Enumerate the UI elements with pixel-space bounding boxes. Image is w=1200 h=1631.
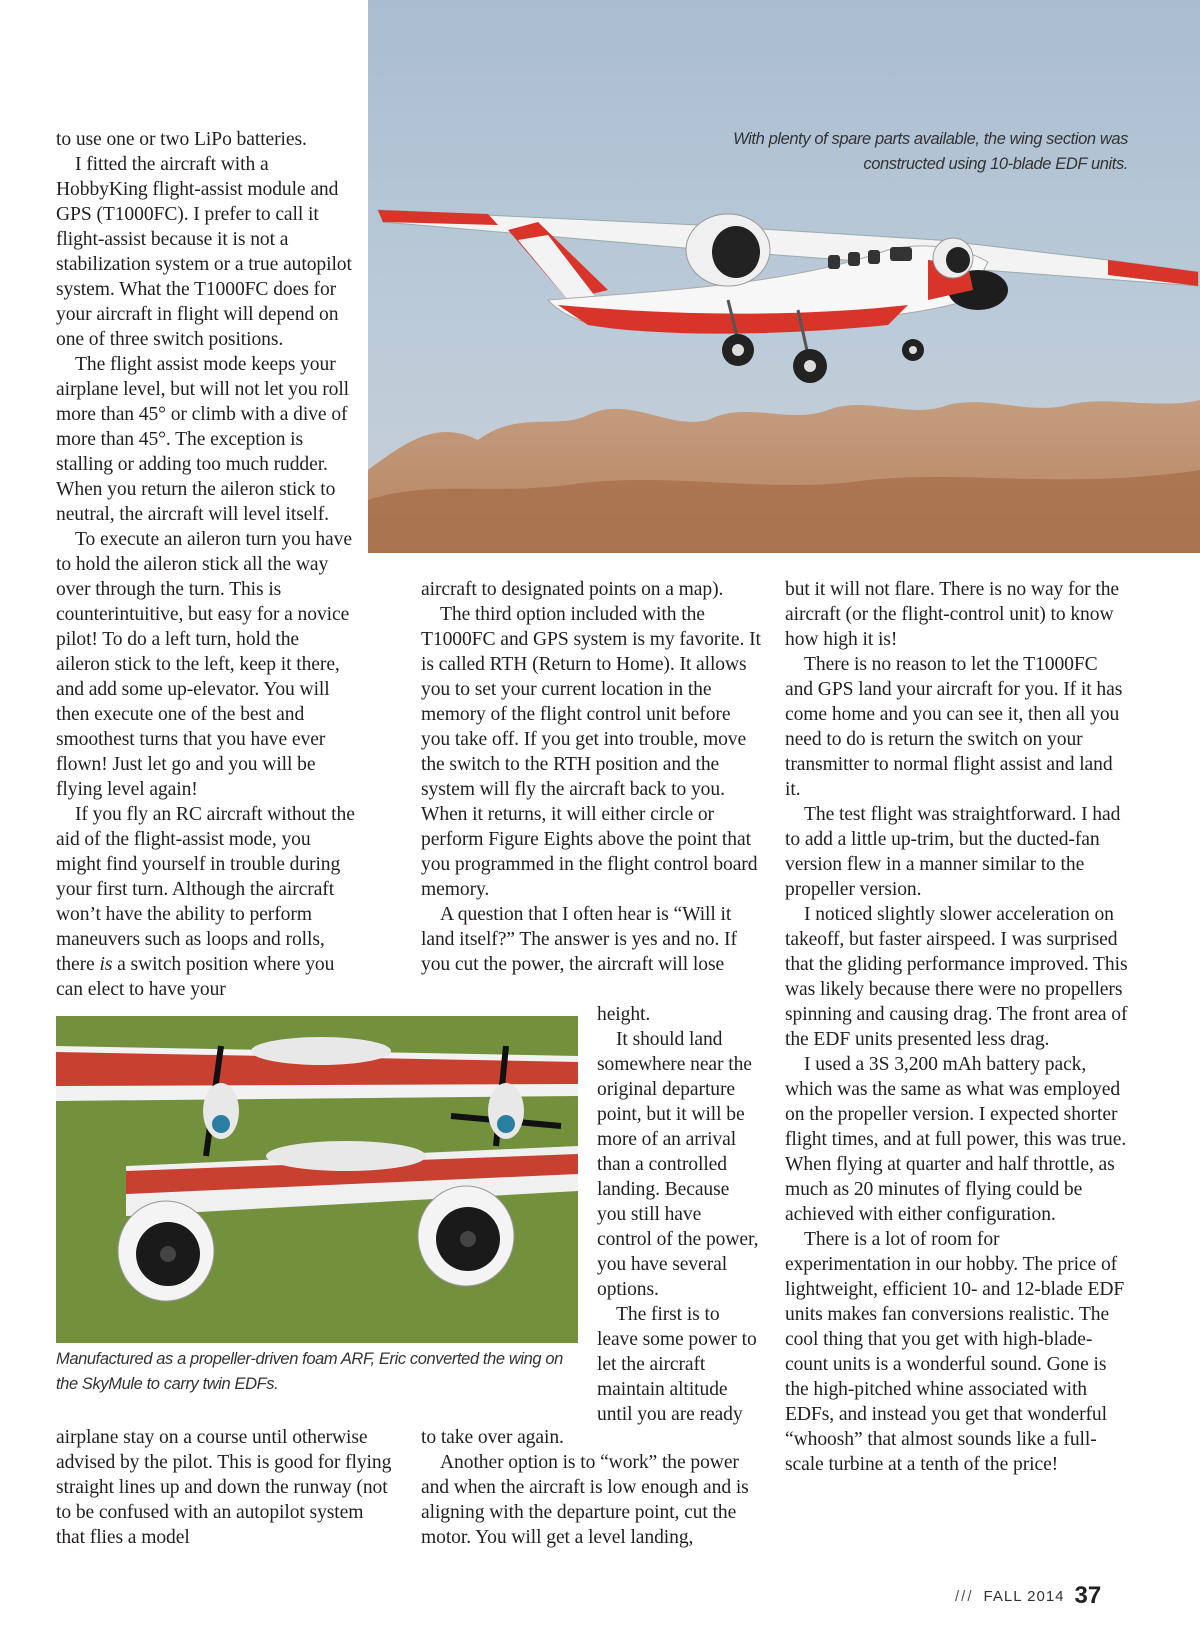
paragraph: To execute an aileron turn you have to hold the aileron stick all the way over through the turn. This is counterintuitive, but easy for a novice pilot! To do a left turn, hold the aileron stick to the left, keep it there, and add some up-elevator. You will then execute one of the best and smoothest turns that you have ever flown! Just let go and you will be flying level again!: [56, 529, 352, 800]
paragraph: The flight assist mode keeps your airplane level, but will not let you roll more than 45° or climb with a dive of more than 45°. The exception is stalling or adding too much rudder. When you return the aileron stick to neutral, the aircraft will level itself.: [56, 354, 350, 525]
paragraph: I used a 3S 3,200 mAh battery pack, which was the same as what was employed on the propeller version. I expected shorter flight times, and at full power, this was true. When flying at quarter and half throttle, as much as 20 minutes of flying could be achieved with either configuration.: [785, 1054, 1127, 1225]
page-number: 37: [1074, 1582, 1102, 1609]
column-3: [785, 577, 1130, 1477]
paragraph: I noticed slightly slower acceleration on takeoff, but faster airspeed. I was surprised that the gliding performance improved. This was likely because there were no propellers spinning and causing drag. The front area of the EDF units presented less drag.: [785, 904, 1128, 1050]
wing-photo: [56, 1016, 578, 1343]
wing-caption: Manufactured as a propeller-driven foam ARF, Eric converted the wing on the SkyMule to carry twin EDFs.: [56, 1350, 563, 1393]
column-2-narrow: [597, 1002, 759, 1427]
column-2-bottom: [421, 1425, 761, 1550]
aircraft-in-flight-image: [368, 0, 1200, 553]
paragraph: Another option is to “work” the power and when the aircraft is low enough and is aligning with the departure point, cut the motor. You will get a level landing,: [421, 1452, 749, 1548]
paragraph: The test flight was straightforward. I had to add a little up-trim, but the ducted-fan version flew in a manner similar to the propeller version.: [785, 804, 1121, 900]
paragraph: to use one or two LiPo batteries.: [56, 129, 307, 150]
hero-caption: With plenty of spare parts available, the wing section was constructed using 10-blade EDF units.: [733, 130, 1128, 173]
paragraph: I fitted the aircraft with a HobbyKing flight-assist module and GPS (T1000FC). I prefer to call it flight-assist because it is not a stabilization system or a true autopilot system. What the T1000FC does for your aircraft in flight will depend on one of three switch positions.: [56, 154, 352, 350]
paragraph: but it will not flare. There is no way for the aircraft (or the flight-control unit) to know how high it is!: [785, 579, 1120, 650]
paragraph: The third option included with the T1000FC and GPS system is my favorite. It is called RTH (Return to Home). It allows you to set your current location in the memory of the flight control unit before you take off. If you get into trouble, move the switch to the RTH position and the system will fly the aircraft back to you. When it returns, it will either circle or perform Figure Eights above the point that you programmed in the flight control board memory.: [421, 604, 761, 900]
column-1-top: [56, 127, 356, 1002]
paragraph: to take over again.: [421, 1427, 564, 1448]
paragraph: There is no reason to let the T1000FC and GPS land your aircraft for you. If it has come home and you can see it, then all you need to do is return the switch on your transmitter to normal flight assist and land it.: [785, 654, 1123, 800]
paragraph: There is a lot of room for experimentation in our hobby. The price of lightweight, efficient 10- and 12-blade EDF units makes fan conversions realistic. The cool thing that you get with high-blade-count units is a wonderful sound. Gone is the high-pitched whine associated with EDFs, and instead you get that wonderful “whoosh” that almost sounds like a full-scale turbine at a tenth of the price!: [785, 1229, 1125, 1475]
paragraph: A question that I often hear is “Will it land itself?” The answer is yes and no. If you cut the power, the aircraft will lose: [421, 904, 737, 975]
paragraph: aircraft to designated points on a map).: [421, 579, 724, 600]
paragraph: airplane stay on a course until otherwise advised by the pilot. This is good for flying straight lines up and down the runway (not to be confused with an autopilot system that flies a model: [56, 1427, 392, 1548]
column-2-top: [421, 577, 761, 977]
paragraph: height.: [597, 1004, 651, 1025]
issue-label: FALL 2014: [983, 1588, 1065, 1605]
paragraph: It should land somewhere near the original departure point, but it will be more of an arrival than a controlled landing. Because you still have control of the power, you have several options.: [597, 1029, 759, 1300]
column-1-bottom: [56, 1425, 396, 1550]
hero-photo: [368, 0, 1200, 553]
folio-slashes: ///: [955, 1588, 974, 1605]
page-folio: [955, 1580, 1135, 1609]
paragraph: The first is to leave some power to let the aircraft maintain altitude until you are ready: [597, 1304, 757, 1425]
wing-conversion-image: [56, 1016, 578, 1343]
paragraph: If you fly an RC aircraft without the aid of the flight-assist mode, you might find yourself in trouble during your first turn. Although the aircraft won’t have the ability to perform maneuvers such as loops and rolls, there is a switch position where you can elect to have your: [56, 804, 355, 1000]
